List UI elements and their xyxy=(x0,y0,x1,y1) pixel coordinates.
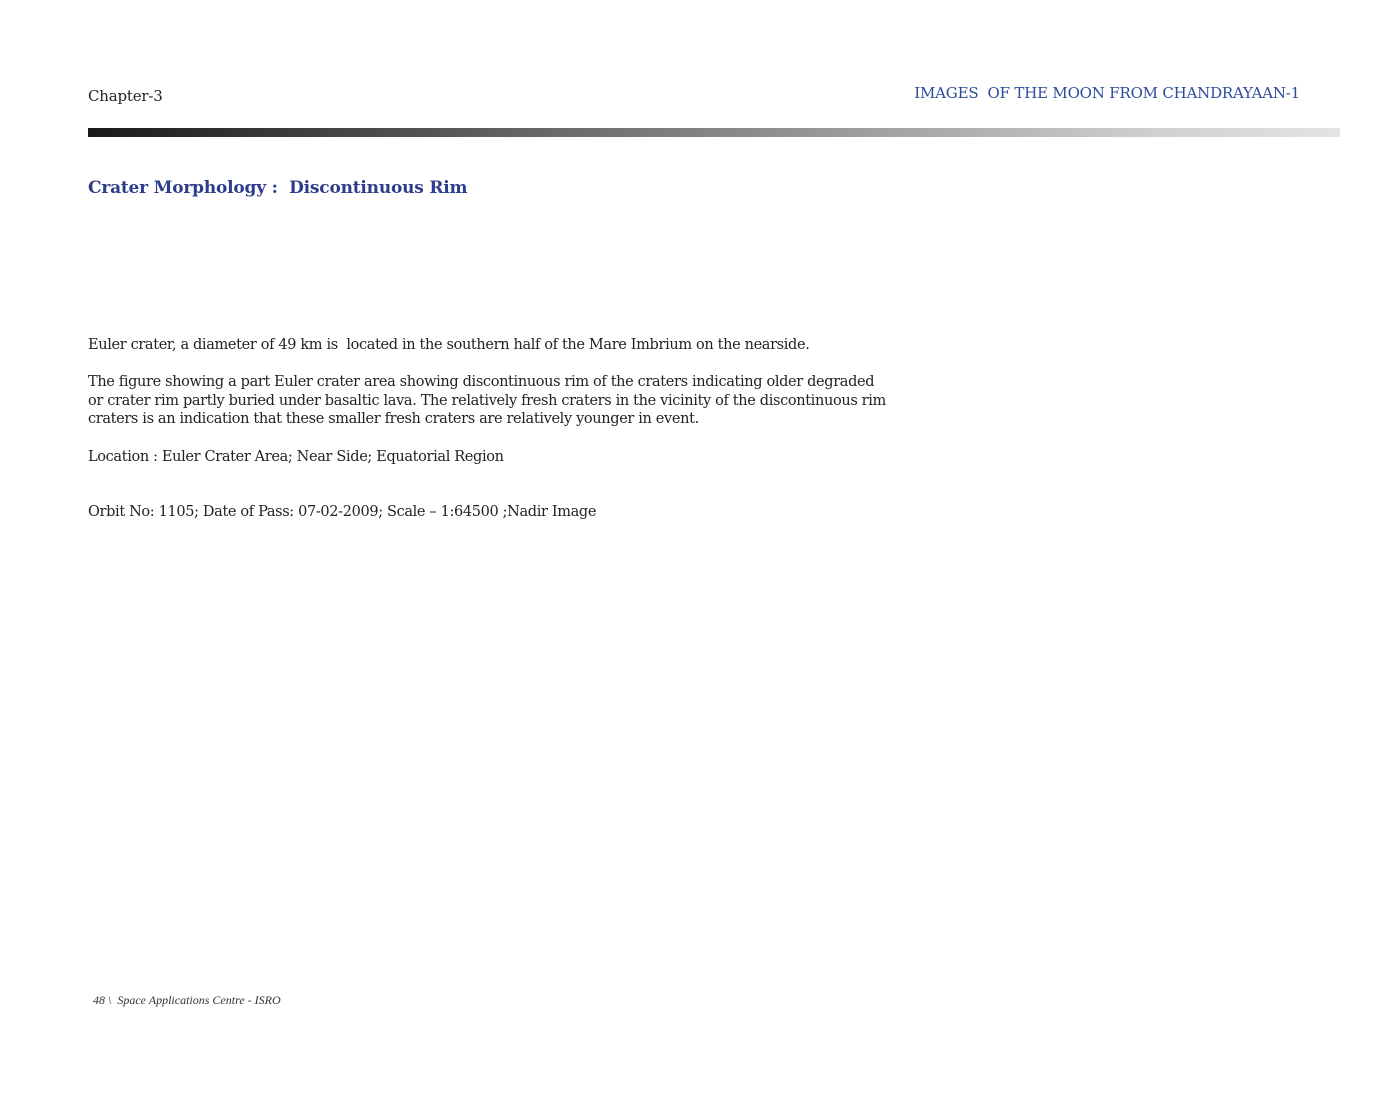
book-title: IMAGES OF THE MOON FROM CHANDRAYAAN-1 xyxy=(914,84,1300,102)
body-paragraph: The figure showing a part Euler crater area showing discontinuous rim of the craters indicating older degraded or crater rim partly buried under basaltic lava. The relatively fresh craters in the vicinity of the discontinuous rim craters is an indication that these smaller fresh craters are relatively younger in event. xyxy=(88,374,886,427)
location-line: Location : Euler Crater Area; Near Side; Equatorial Region xyxy=(88,449,504,465)
chapter-label: Chapter-3 xyxy=(88,87,163,105)
section-heading: Crater Morphology : Discontinuous Rim xyxy=(88,178,468,198)
header-divider xyxy=(88,128,1340,137)
orbit-info-line: Orbit No: 1105; Date of Pass: 07-02-2009; Scale – 1:64500 ;Nadir Image xyxy=(88,504,597,520)
page-footer: 48 \ Space Applications Centre - ISRO xyxy=(93,993,281,1007)
body-paragraph: Euler crater, a diameter of 49 km is located in the southern half of the Mare Imbrium on the nearside. xyxy=(88,337,810,353)
